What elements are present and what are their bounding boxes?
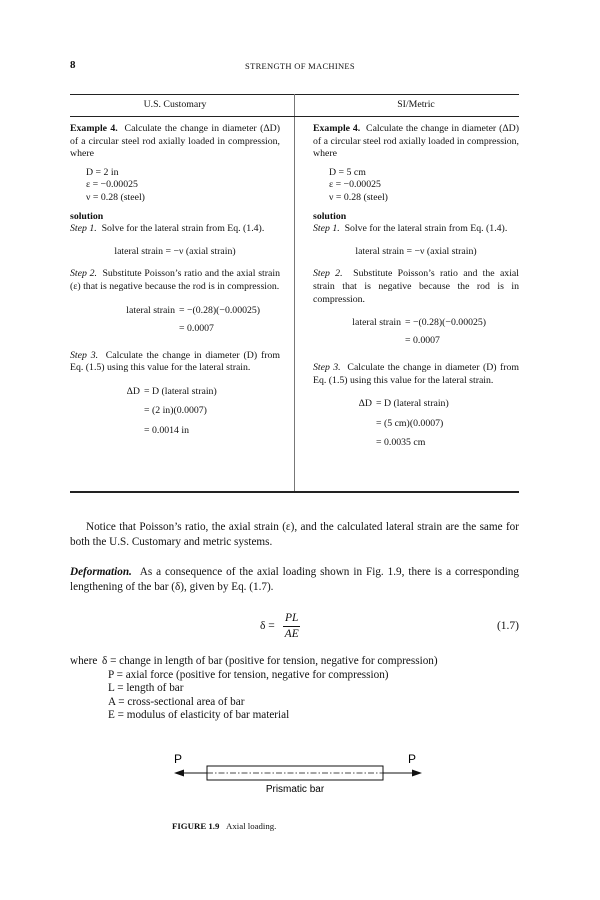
step-text: Solve for the lateral strain from Eq. (1.4). (344, 223, 508, 235)
equation-rhs: = (2 in)(0.0007) (144, 405, 207, 417)
given-value: ν = 0.28 (steel) (329, 191, 388, 203)
step-label: Step 1. (313, 223, 340, 235)
table-bottom-rule (70, 491, 519, 493)
equation-substitution (313, 317, 519, 353)
step-2 (313, 268, 519, 306)
example-table (70, 94, 519, 492)
solution-label: solution (313, 210, 347, 222)
running-head: STRENGTH OF MACHINES (245, 61, 355, 71)
step-text: Calculate the change in diameter (D) from Eq. (1.5) using this value for the lateral strain. (70, 349, 281, 374)
step-label: Step 2. (70, 268, 97, 280)
definition-row (70, 682, 530, 696)
definition-text: A = cross-sectional area of bar (108, 695, 245, 708)
step-2 (70, 268, 280, 293)
force-label-left: P (174, 752, 183, 766)
fraction-denominator: AE (284, 628, 299, 640)
equation-lhs: lateral strain (126, 304, 175, 316)
example-label: Example 4. (313, 123, 361, 134)
step-label: Step 3. (313, 362, 341, 374)
equation-rhs: = −(0.28)(−0.00025) (405, 317, 487, 329)
equation-rhs: = −(0.28)(−0.00025) (179, 304, 261, 316)
paragraph-text: As a consequence of the axial loading shown in Fig. 1.9, there is a corresponding lengthening of the bar (δ), given by Eq. (1.7). (70, 566, 519, 593)
example-statement (313, 123, 519, 161)
equation-rhs: = 0.0014 in (144, 424, 189, 436)
where-label: where (70, 655, 98, 667)
us-customary-column (70, 94, 280, 444)
axial-loading-figure (160, 748, 440, 808)
fraction-numerator: PL (283, 611, 300, 627)
equation-rhs: = (5 cm)(0.0007) (376, 417, 444, 429)
given-values (329, 167, 519, 205)
page-number: 8 (70, 59, 76, 71)
definition-text: L = length of bar (108, 682, 184, 695)
step-text: Substitute Poisson’s ratio and the axial strain that is negative because the rod is in compression. (313, 268, 519, 305)
equation-substitution (70, 305, 280, 341)
example-label: Example 4. (70, 123, 118, 134)
variable-definitions (70, 655, 530, 723)
step-text: Substitute Poisson’s ratio and the axial strain (ε) that is negative because the rod is in compression. (70, 268, 280, 292)
definition-row (70, 709, 530, 723)
step-1 (70, 223, 280, 236)
equation-lhs: δ = (260, 620, 275, 632)
fraction (283, 611, 300, 642)
definition-text: P = axial force (positive for tension, negative for compression) (108, 668, 389, 681)
example-statement (70, 123, 280, 161)
example-text: Calculate the change in diameter (ΔD) of a circular steel rod axially loaded in compression, where (70, 123, 280, 160)
equation-delta-d (70, 386, 280, 445)
caption-label: FIGURE 1.9 (172, 821, 220, 831)
definition-row (70, 655, 530, 669)
equation-rhs: = D (lateral strain) (144, 385, 217, 397)
equation-1-7 (70, 611, 519, 645)
caption-text: Axial loading. (226, 821, 277, 831)
solution-label: solution (70, 210, 104, 222)
given-value: ε = −0.00025 (329, 179, 381, 191)
step-label: Step 1. (70, 223, 97, 235)
given-value: D = 5 cm (329, 166, 366, 178)
equation-rhs: = D (lateral strain) (376, 398, 449, 410)
equation-lateral-strain: lateral strain = −ν (axial strain) (114, 245, 236, 257)
step-text: Solve for the lateral strain from Eq. (1.4). (101, 223, 265, 235)
equation-delta-d (313, 398, 519, 457)
step-label: Step 2. (313, 268, 343, 280)
definition-row (70, 696, 530, 710)
equation-rhs: = 0.0007 (405, 335, 440, 347)
equation-lhs: lateral strain (352, 317, 401, 329)
definition-text: E = modulus of elasticity of bar material (108, 709, 290, 722)
arrow-left-icon (174, 770, 184, 777)
figure-caption (172, 821, 276, 831)
paragraph-poisson-note: Notice that Poisson’s ratio, the axial strain (ε), and the calculated lateral strain are the same for both the U.S. Customary and metric systems. (70, 521, 519, 548)
step-3 (313, 362, 519, 387)
column-divider (294, 94, 295, 492)
equation-rhs: = 0.0035 cm (376, 437, 426, 449)
given-value: ν = 0.28 (steel) (86, 191, 145, 203)
step-1 (313, 223, 519, 236)
definition-text: δ = change in length of bar (positive for tension, negative for compression) (102, 655, 438, 667)
given-value: D = 2 in (86, 166, 119, 178)
equation-lhs: ΔD (126, 385, 140, 397)
example-text: Calculate the change in diameter (ΔD) of a circular steel rod axially loaded in compression, where (313, 123, 519, 160)
step-text: Calculate the change in diameter (D) from Eq. (1.5) using this value for the lateral strain. (313, 362, 519, 386)
equation-lateral-strain: lateral strain = −ν (axial strain) (355, 245, 477, 257)
step-3 (70, 350, 280, 375)
bar-label: Prismatic bar (265, 784, 325, 795)
paragraph-deformation (70, 565, 519, 595)
force-label-right: P (408, 752, 417, 766)
equation-number: (1.7) (496, 620, 519, 632)
definition-row (70, 669, 530, 683)
given-value: ε = −0.00025 (86, 179, 138, 191)
equation-lhs: ΔD (358, 398, 372, 410)
arrow-right-icon (412, 770, 422, 777)
step-label: Step 3. (70, 349, 99, 361)
section-heading: Deformation. (70, 566, 132, 578)
si-metric-column (313, 94, 519, 457)
column-heading: SI/Metric (397, 99, 435, 110)
column-heading: U.S. Customary (143, 99, 207, 110)
equation-rhs: = 0.0007 (179, 322, 214, 334)
given-values (86, 167, 280, 205)
